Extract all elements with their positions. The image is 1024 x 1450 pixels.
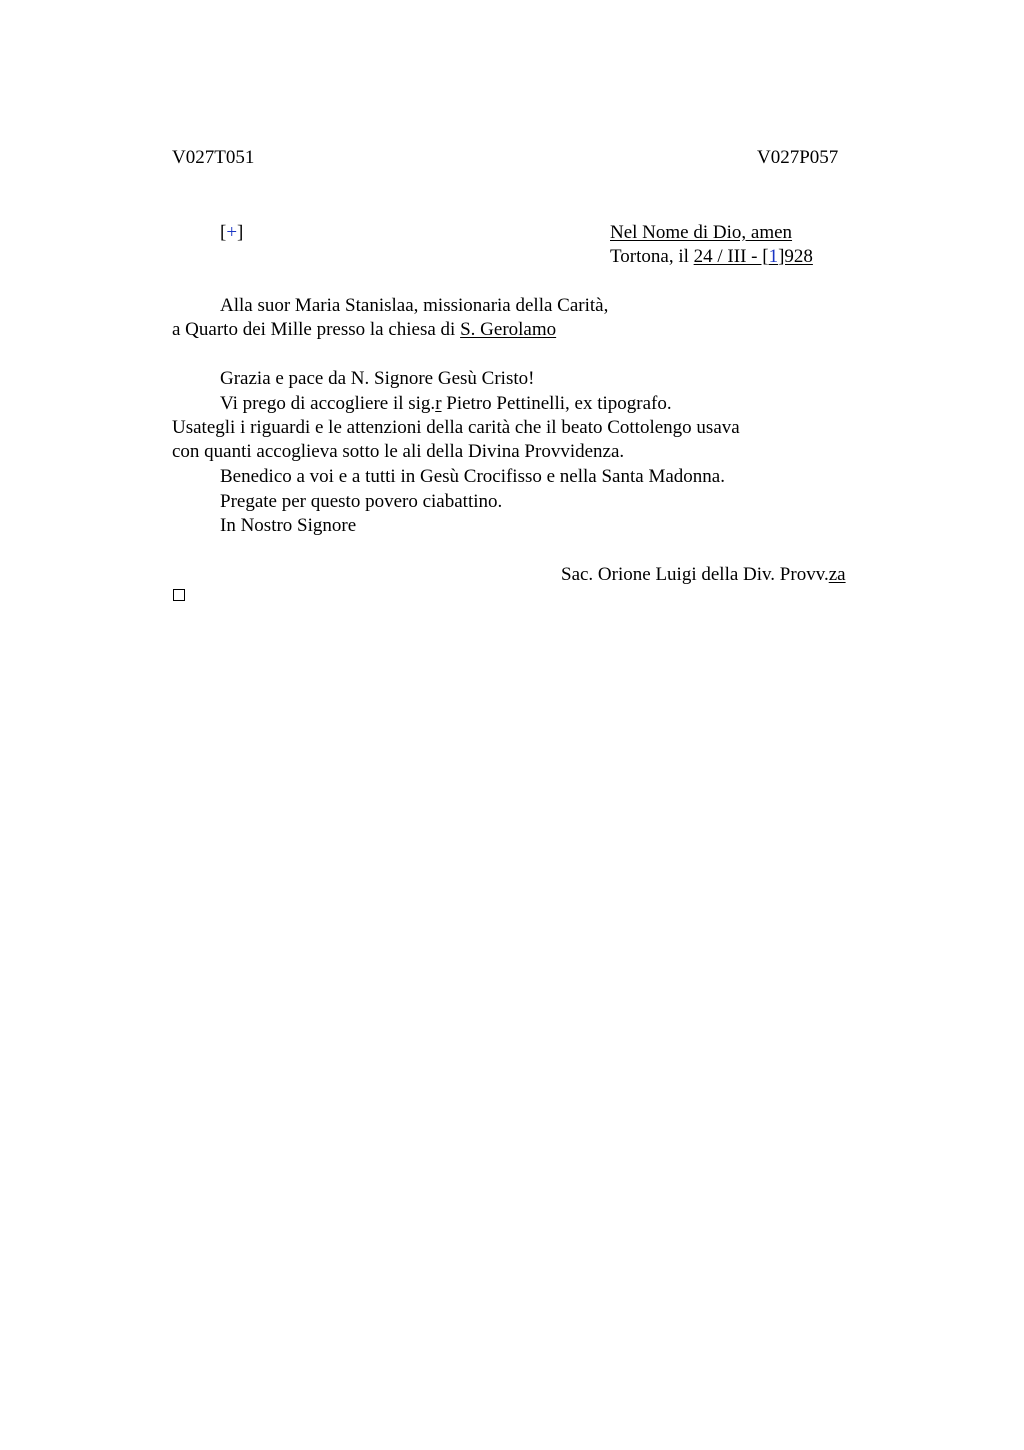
document-code-left: V027T051 — [172, 147, 255, 168]
paragraph-prayer: Pregate per questo povero ciabattino. — [220, 491, 503, 512]
cross-icon: + — [226, 222, 238, 243]
date-part-1: 24 / III - [ — [693, 246, 769, 267]
signature — [561, 563, 846, 587]
signature-text: Sac. Orione Luigi della Div. Provv. — [561, 564, 829, 585]
invocation: Nel Nome di Dio, amen — [610, 222, 793, 243]
date-year-digit: 1 — [768, 246, 779, 267]
dateline — [610, 245, 813, 269]
request-suffix: Pietro Pettinelli, ex tipografo. — [441, 393, 672, 414]
greeting: Grazia e pace da N. Signore Gesù Cristo! — [220, 368, 535, 389]
request-abbrev-suffix: r — [435, 393, 442, 414]
paragraph-request — [220, 392, 672, 416]
church-name: S. Gerolamo — [460, 319, 557, 340]
cross-bracket-open: [ — [220, 222, 227, 243]
paragraph-care-line-1: Usategli i riguardi e le attenzioni della carità che il beato Cottolengo usava — [172, 417, 740, 438]
address-line-2-prefix: a Quarto dei Mille presso la chiesa di — [172, 319, 461, 340]
cross-mark — [220, 221, 243, 245]
signature-suffix: za — [828, 564, 846, 585]
address-line-2 — [172, 318, 556, 342]
date-part-2: ]928 — [778, 246, 813, 267]
request-prefix: Vi prego di accogliere il sig. — [220, 393, 436, 414]
dateline-prefix: Tortona, il — [610, 246, 694, 267]
document-code-right: V027P057 — [757, 147, 839, 168]
cross-bracket-close: ] — [237, 222, 244, 243]
address-line-1: Alla suor Maria Stanislaa, missionaria della Carità, — [220, 295, 609, 316]
closing: In Nostro Signore — [220, 515, 357, 536]
paragraph-blessing: Benedico a voi e a tutti in Gesù Crocifisso e nella Santa Madonna. — [220, 466, 725, 487]
end-mark-box — [173, 589, 185, 601]
dateline-date — [694, 246, 813, 267]
paragraph-care-line-2: con quanti accoglieva sotto le ali della Divina Provvidenza. — [172, 441, 625, 462]
